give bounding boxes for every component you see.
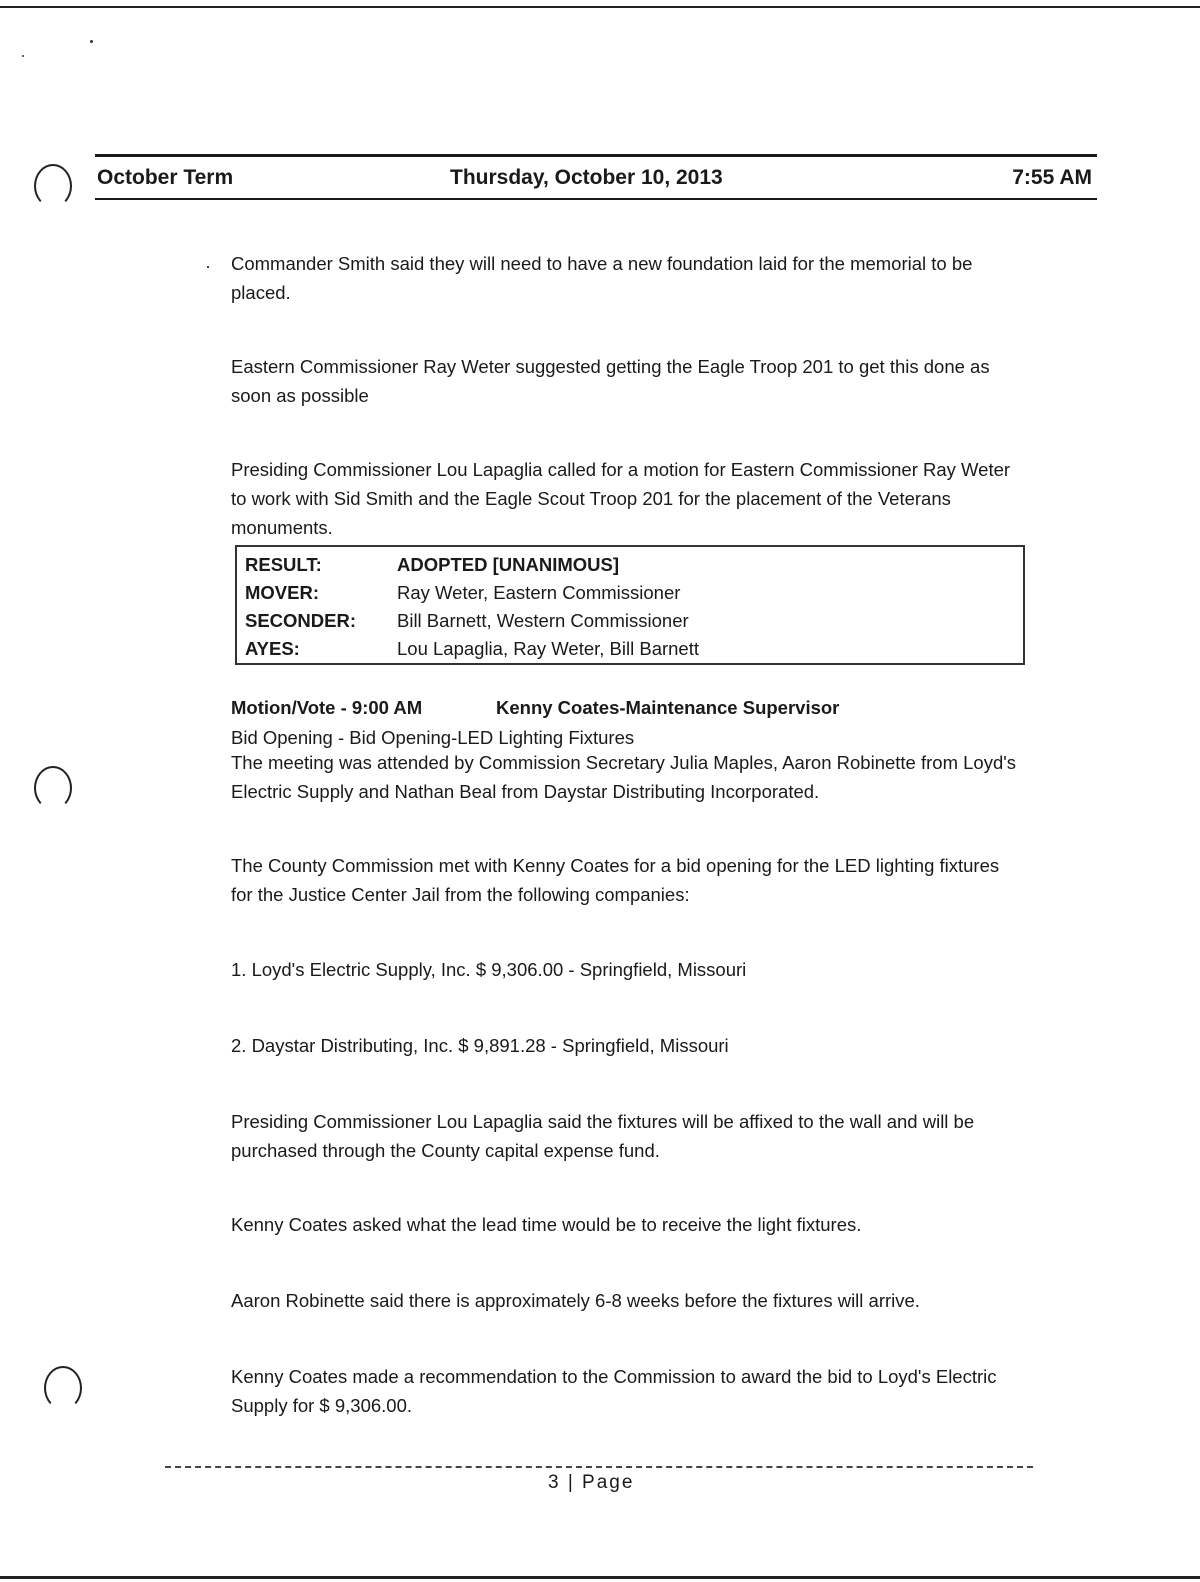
vote-ayes-value: Lou Lapaglia, Ray Weter, Bill Barnett	[397, 638, 699, 659]
vote-ayes-label: AYES:	[245, 638, 300, 659]
paragraph-motion-call: Presiding Commissioner Lou Lapaglia called for a motion for Eastern Commissioner Ray Weter to work with Sid Smith and the Eagle Scout Troop 201 for the placement of the Veterans monuments.	[231, 459, 1011, 538]
scan-speck	[22, 55, 24, 57]
vote-mover-value: Ray Weter, Eastern Commissioner	[397, 582, 681, 603]
header-rule-top	[95, 154, 1097, 157]
paragraph-foundation: Commander Smith said they will need to have a new foundation laid for the memorial to be placed.	[231, 253, 973, 303]
header-rule-bottom	[95, 198, 1097, 200]
vote-seconder-value: Bill Barnett, Western Commissioner	[397, 610, 689, 631]
paragraph-bid-intro: The County Commission met with Kenny Coates for a bid opening for the LED lighting fixtures for the Justice Center Jail from the following companies:	[231, 855, 1000, 905]
motion-attendance: The meeting was attended by Commission Secretary Julia Maples, Aaron Robinette from Loyd's Electric Supply and Nathan Beal from Daystar Distributing Incorporated.	[231, 752, 1017, 802]
paragraph-eagle-troop: Eastern Commissioner Ray Weter suggested getting the Eagle Troop 201 to get this done as soon as possible	[231, 356, 990, 406]
bid-item-1: 1. Loyd's Electric Supply, Inc. $ 9,306.00 - Springfield, Missouri	[231, 959, 747, 980]
vote-mover-label: MOVER:	[245, 582, 319, 603]
vote-result-box	[235, 545, 1025, 665]
vote-result-value: ADOPTED [UNANIMOUS]	[397, 554, 619, 575]
footer-rule	[165, 1466, 1033, 1468]
motion-subtitle: Bid Opening - Bid Opening-LED Lighting Fixtures	[231, 727, 635, 748]
motion-person: Kenny Coates-Maintenance Supervisor	[496, 697, 840, 718]
motion-time: Motion/Vote - 9:00 AM	[231, 697, 423, 718]
bid-item-2: 2. Daystar Distributing, Inc. $ 9,891.28 - Springfield, Missouri	[231, 1035, 729, 1056]
binder-hole	[34, 164, 72, 208]
page-number: 3 | Page	[548, 1472, 635, 1493]
motion-heading	[231, 697, 840, 719]
scan-bottom-edge	[0, 1576, 1200, 1579]
paragraph-recommendation: Kenny Coates made a recommendation to the Commission to award the bid to Loyd's Electric Supply for $ 9,306.00.	[231, 1366, 997, 1416]
vote-seconder-label: SECONDER:	[245, 610, 357, 631]
paragraph-lead-question: Kenny Coates asked what the lead time would be to receive the light fixtures.	[231, 1214, 862, 1235]
binder-hole	[34, 766, 72, 810]
vote-result-label: RESULT:	[245, 554, 322, 575]
header-date: Thursday, October 10, 2013	[450, 166, 723, 189]
binder-hole	[44, 1366, 82, 1410]
scan-speck	[90, 40, 93, 43]
paragraph-fund: Presiding Commissioner Lou Lapaglia said the fixtures will be affixed to the wall and will be purchased through the County capital expense fund.	[231, 1111, 975, 1161]
header-time: 7:55 AM	[1012, 166, 1092, 189]
bullet-icon: ·	[205, 256, 211, 276]
header-term: October Term	[97, 166, 234, 189]
scan-top-edge	[0, 6, 1200, 8]
paragraph-lead-answer: Aaron Robinette said there is approximately 6-8 weeks before the fixtures will arrive.	[231, 1290, 920, 1311]
